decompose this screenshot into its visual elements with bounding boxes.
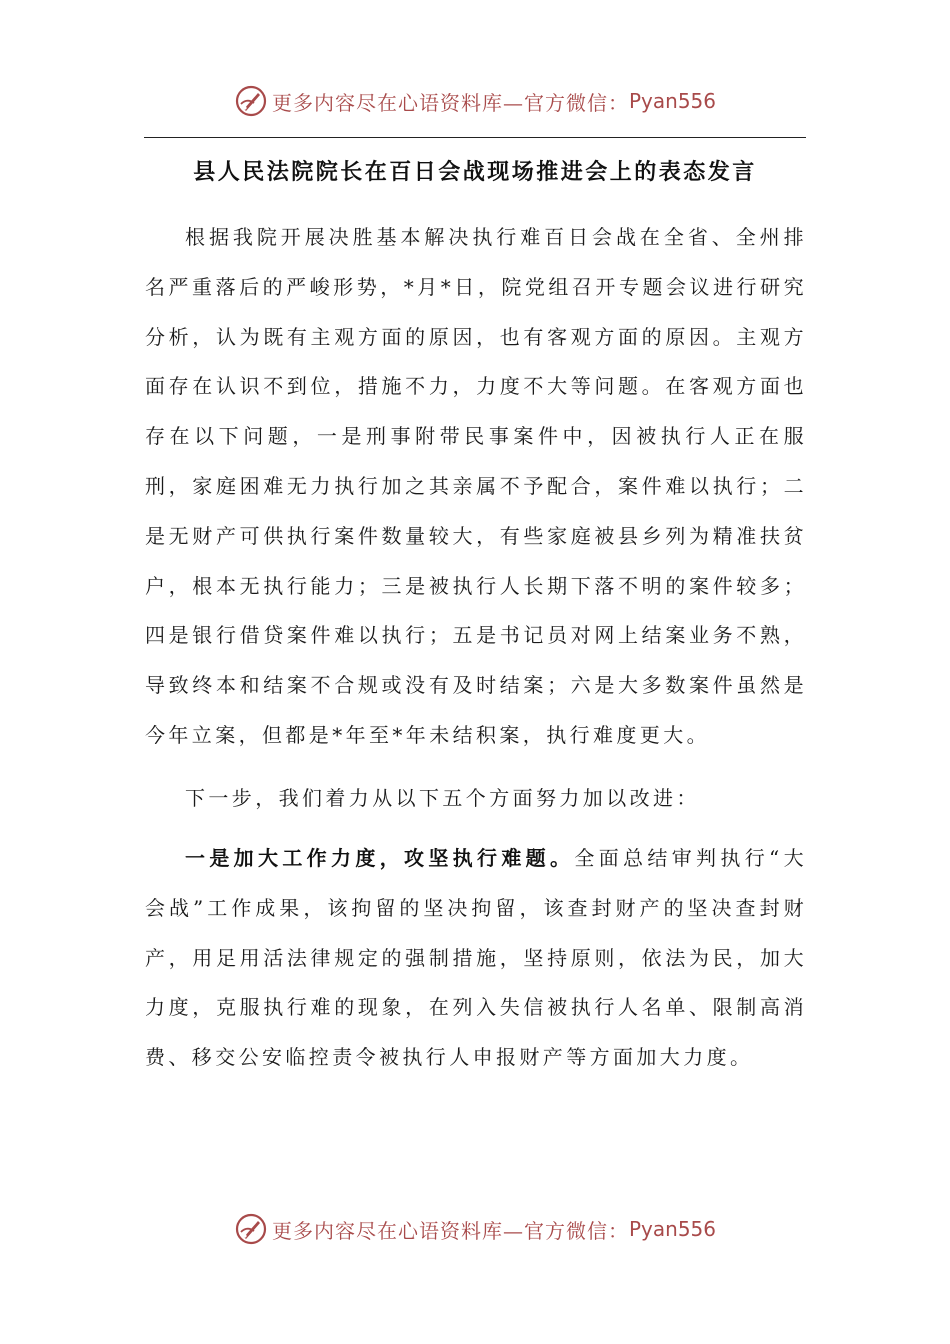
- quill-pen-seal-icon: [234, 1212, 268, 1246]
- paragraph-text: 根据我院开展决胜基本解决执行难百日会战在全省、全州排名严重落后的严峻形势，*月*日，院党组召开专题会议进行研究分析，认为既有主观方面的原因，也有客观方面的原因。主观方面存在认识不到位，措施不力，力度不大等问题。在客观方面也存在以下问题，一是刑事附带民事案件中，因被执行人正在服刑，家庭困难无力执行加之其亲属不予配合，案件难以执行；二是无财产可供执行案件数量较大，有些家庭被县乡列为精准扶贫户，根本无执行能力；三是被执行人长期下落不明的案件较多；四是银行借贷案件难以执行；五是书记员对网上结案业务不熟，导致终本和结案不合规或没有及时结案；六是大多数案件虽然是今年立案，但都是*年至*年未结积案，执行难度更大。: [145, 225, 807, 747]
- body-paragraph: [145, 213, 807, 761]
- document-title: 县人民法院院长在百日会战现场推进会上的表态发言: [193, 159, 757, 185]
- quill-pen-seal-icon: [234, 84, 268, 118]
- paragraph-lead: 一是加大工作力度，攻坚执行难题。: [185, 846, 575, 870]
- watermark-text: 更多内容尽在心语资料库—官方微信：: [271, 90, 629, 115]
- watermark-wechat-id: Pyan556: [628, 1217, 716, 1241]
- footer-watermark: [0, 1212, 950, 1246]
- body-paragraph: [145, 834, 807, 1083]
- paragraph-text: 下一步，我们着力从以下五个方面努力加以改进：: [185, 786, 700, 810]
- watermark-text: 更多内容尽在心语资料库—官方微信：: [271, 1218, 629, 1243]
- paragraph-text: 全面总结审判执行“大会战”工作成果，该拘留的坚决拘留，该查封财产的坚决查封财产，用足用活法律规定的强制措施，坚持原则，依法为民，加大力度，克服执行难的现象，在列入失信被执行人名单、限制高消费、移交公安临控责令被执行人申报财产等方面加大力度。: [145, 846, 807, 1070]
- header-watermark: [0, 84, 950, 118]
- body-paragraph: [145, 774, 807, 824]
- header-rule: [144, 137, 806, 138]
- watermark-wechat-id: Pyan556: [628, 89, 716, 113]
